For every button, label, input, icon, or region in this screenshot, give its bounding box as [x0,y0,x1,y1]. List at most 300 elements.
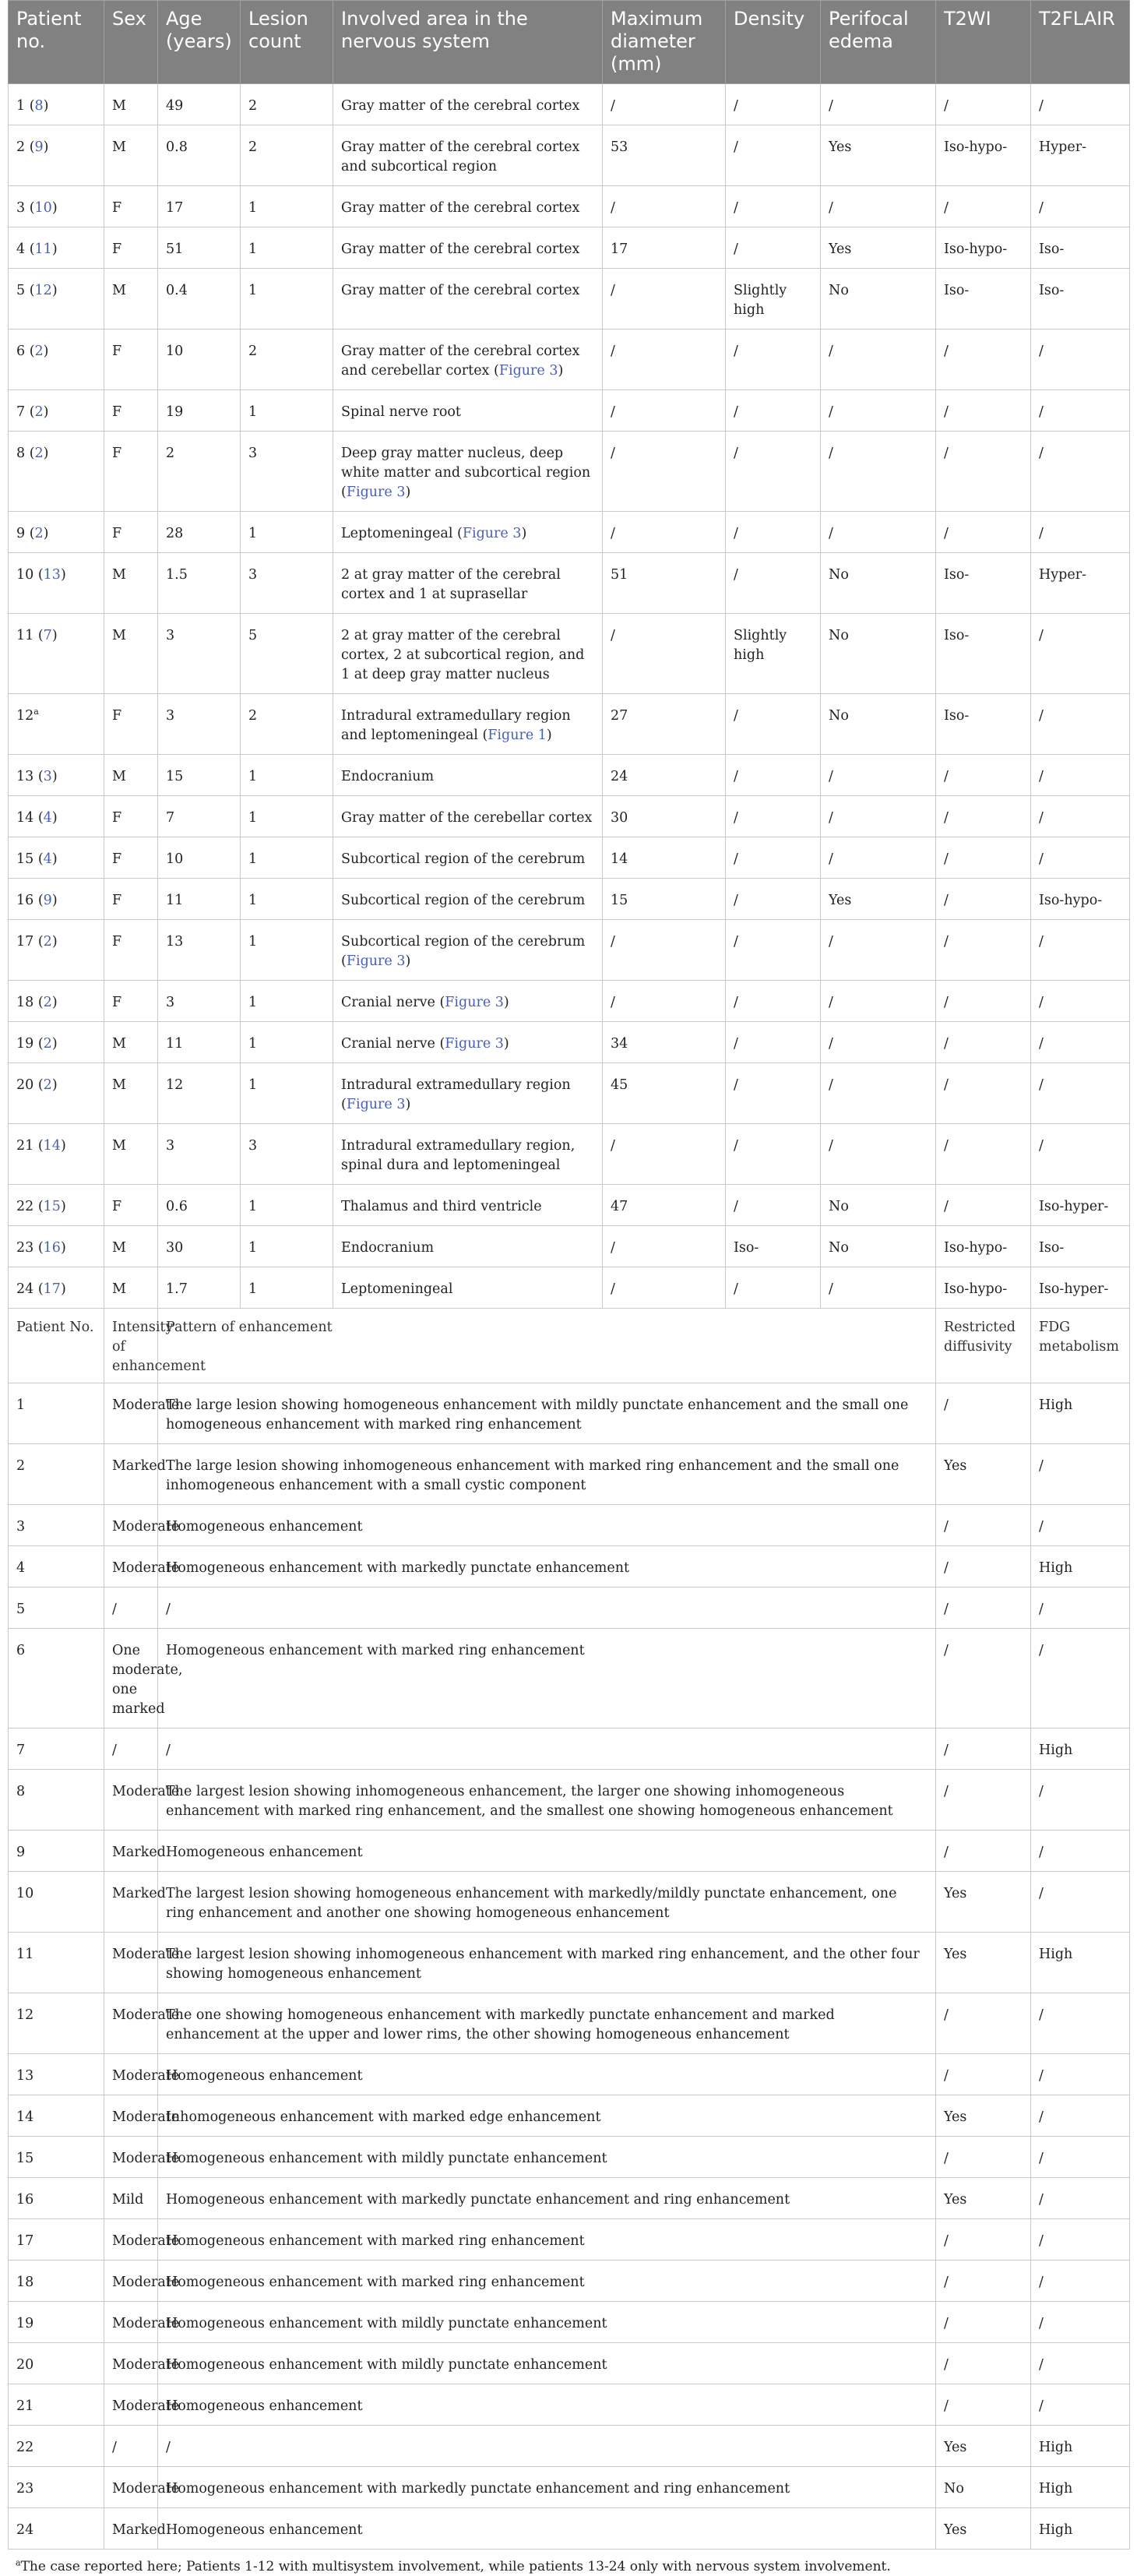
age-value: 0.8 [166,139,188,155]
patient-no-cell: 13 (3) [9,755,104,796]
area-value: Intradural extramedullary region [341,1077,571,1093]
t2wi-value: / [944,934,949,950]
density-cell [726,1267,821,1309]
age-value: 12 [166,1077,184,1093]
sex-value: M [112,1036,126,1052]
count-cell [241,329,333,390]
figure-link[interactable]: Figure 1 [488,728,547,743]
intensity-cell: Moderate [104,2384,158,2426]
intensity-cell: One moderate, one marked [104,1629,158,1728]
table-row [9,553,1130,614]
diam-cell [603,329,726,390]
edema-cell [821,329,936,390]
t2wi-cell [936,920,1031,981]
diam-value: 30 [611,810,628,826]
column-header: Patient no. [9,1,104,84]
age-cell [158,186,241,227]
flair-value: / [1039,200,1044,216]
sex-value: F [112,344,122,359]
intensity-cell: Moderate [104,2343,158,2384]
area-cell: Subcortical region of the cerebrum (Figure 3) [333,920,603,981]
density-cell [726,1185,821,1226]
count-value: 1 [248,893,258,908]
t2wi-cell [936,1063,1031,1124]
restricted-cell: / [936,2137,1031,2178]
column-header: Age (years) [158,1,241,84]
edema-cell [821,186,936,227]
fdg-cell: High [1031,2467,1130,2508]
reference-link[interactable]: 9 [43,893,52,908]
column-header: Sex [104,1,158,84]
age-cell [158,1226,241,1267]
area-cell [333,390,603,432]
reference-link[interactable]: 2 [34,344,44,359]
area-value: Gray matter of the cerebral cortex [341,283,580,298]
reference-link[interactable]: 2 [43,995,52,1010]
age-value: 10 [166,344,184,359]
flair-value: Iso-hyper- [1039,1199,1109,1214]
flair-value: / [1039,526,1044,541]
restricted-cell: / [936,2261,1031,2302]
pattern-cell: The large lesion showing homogeneous enhancement with mildly punctate enhancement and the small one homogeneous enhancement with marked ring enhancement [158,1383,936,1444]
diam-value: / [611,404,615,420]
t2wi-cell [936,186,1031,227]
intensity-cell: / [104,1728,158,1770]
reference-link[interactable]: 4 [43,851,52,867]
area-cell: Deep gray matter nucleus, deep white matter and subcortical region (Figure 3) [333,432,603,512]
area-value: Gray matter of the cerebral cortex [341,200,580,216]
table-row [9,2054,1130,2095]
table-row [9,1728,1130,1770]
footnote-text: The case reported here; Patients 1-12 with multisystem involvement, while patients 13-24 only with nervous system involvement. [20,2559,891,2574]
age-value: 51 [166,241,184,257]
no-cell: 1 [9,1383,104,1444]
count-value: 2 [248,344,258,359]
sex-cell [104,981,158,1022]
density-cell [726,1063,821,1124]
edema-value: Yes [829,139,852,155]
area-cell [333,879,603,920]
no-cell: 24 [9,2508,104,2550]
patient-no-cell: 21 (14) [9,1124,104,1185]
table-row [9,2508,1130,2550]
flair-cell [1031,553,1130,614]
density-value: / [734,893,738,908]
count-cell [241,553,333,614]
table-row [9,2261,1130,2302]
pattern-cell: Homogeneous enhancement with mildly punctate enhancement [158,2137,936,2178]
sex-value: M [112,769,126,784]
count-cell [241,512,333,553]
pattern-cell: Homogeneous enhancement with mildly punctate enhancement [158,2343,936,2384]
table-row [9,981,1130,1022]
edema-value: / [829,1138,833,1154]
edema-value: Yes [829,893,852,908]
diam-value: / [611,1281,615,1297]
flair-value: / [1039,769,1044,784]
density-value: / [734,200,738,216]
fdg-cell: High [1031,1728,1130,1770]
reference-link[interactable]: 13 [43,567,61,583]
figure-link[interactable]: Figure 3 [346,953,406,969]
count-cell [241,1124,333,1185]
flair-cell [1031,796,1130,837]
diam-cell [603,186,726,227]
patient-no: 13 [16,769,34,784]
area-value: Endocranium [341,769,435,784]
patient-no-cell: 4 (11) [9,227,104,269]
restricted-cell: Yes [936,2508,1031,2550]
restricted-cell: / [936,1831,1031,1872]
area-cell [333,125,603,186]
area-value: Deep gray matter nucleus, deep white matter and subcortical region [341,446,591,481]
reference-link[interactable]: 2 [34,526,44,541]
count-value: 1 [248,1077,258,1093]
age-cell [158,84,241,125]
fdg-cell: / [1031,2302,1130,2343]
area-value: Gray matter of the cerebellar cortex [341,810,593,826]
flair-cell [1031,269,1130,329]
table-row [9,1831,1130,1872]
edema-value: / [829,526,833,541]
patient-no: 16 [16,893,34,908]
area-value: 2 at gray matter of the cerebral cortex, 2 at subcortical region, and 1 at deep gray matter nucleus [341,628,585,682]
reference-link[interactable]: 2 [43,934,52,950]
fdg-cell: / [1031,1505,1130,1546]
sex-cell [104,1063,158,1124]
diam-cell [603,1022,726,1063]
patient-no-cell: 16 (9) [9,879,104,920]
reference-link[interactable]: 10 [34,200,52,216]
table-row [9,1444,1130,1505]
table-row [9,1124,1130,1185]
edema-cell [821,553,936,614]
subtable-column-header: Pattern of enhancement [158,1309,936,1383]
flair-cell [1031,227,1130,269]
diam-cell [603,1267,726,1309]
diam-cell [603,432,726,512]
flair-value: / [1039,934,1044,950]
sex-cell [104,125,158,186]
reference-link[interactable]: 3 [43,769,52,784]
sex-value: F [112,404,122,420]
intensity-cell: Marked [104,2508,158,2550]
flair-value: / [1039,810,1044,826]
t2wi-value: Iso- [944,708,970,724]
table-row [9,1933,1130,1993]
edema-cell [821,1267,936,1309]
count-value: 1 [248,404,258,420]
intensity-cell: Moderate [104,1546,158,1588]
patient-no-cell: 10 (13) [9,553,104,614]
table-row [9,512,1130,553]
figure-link[interactable]: Figure 3 [498,363,558,379]
t2wi-cell [936,512,1031,553]
edema-cell [821,84,936,125]
flair-cell [1031,1185,1130,1226]
fdg-cell: / [1031,1588,1130,1629]
reference-link[interactable]: 16 [43,1240,61,1256]
reference-link[interactable]: 9 [34,139,44,155]
intensity-cell: Moderate [104,2467,158,2508]
count-value: 5 [248,628,258,643]
patient-no: 22 [16,1199,34,1214]
area-cell: Cranial nerve (Figure 3) [333,981,603,1022]
t2wi-cell [936,390,1031,432]
reference-link[interactable]: 2 [43,1077,52,1093]
t2wi-value: Iso-hypo- [944,139,1008,155]
diam-cell [603,694,726,755]
no-cell: 6 [9,1629,104,1728]
density-cell [726,796,821,837]
edema-value: / [829,851,833,867]
age-cell [158,694,241,755]
count-cell [241,1022,333,1063]
density-value: / [734,98,738,114]
figure-link[interactable]: Figure 3 [346,1097,406,1112]
t2wi-value: / [944,98,949,114]
area-cell [333,269,603,329]
reference-link[interactable]: 7 [43,628,52,643]
area-cell [333,186,603,227]
count-cell [241,125,333,186]
t2wi-cell [936,1185,1031,1226]
diam-cell [603,227,726,269]
flair-value: / [1039,344,1044,359]
reference-link[interactable]: 2 [43,1036,52,1052]
intensity-cell: Moderate [104,2095,158,2137]
age-cell [158,512,241,553]
age-value: 11 [166,893,184,908]
reference-link[interactable]: 12 [34,283,52,298]
density-cell [726,1124,821,1185]
patient-no-cell [9,694,104,755]
density-value: / [734,139,738,155]
reference-link[interactable]: 15 [43,1199,61,1214]
area-value: Subcortical region of the cerebrum [341,851,586,867]
patient-no-cell: 17 (2) [9,920,104,981]
t2wi-value: / [944,1036,949,1052]
edema-value: / [829,344,833,359]
sex-value: F [112,708,122,724]
restricted-cell: / [936,2054,1031,2095]
edema-cell [821,227,936,269]
no-cell: 12 [9,1993,104,2054]
t2wi-value: / [944,1138,949,1154]
restricted-cell: Yes [936,1444,1031,1505]
age-value: 19 [166,404,184,420]
patient-no: 23 [16,1240,34,1256]
patient-no: 18 [16,995,34,1010]
diam-value: / [611,200,615,216]
table-row [9,2178,1130,2219]
t2wi-cell [936,1226,1031,1267]
restricted-cell: No [936,2467,1031,2508]
sex-value: M [112,1281,126,1297]
diam-value: 17 [611,241,628,257]
patient-no-cell: 6 (2) [9,329,104,390]
age-cell [158,981,241,1022]
density-value: / [734,1199,738,1214]
area-value: Gray matter of the cerebral cortex and subcortical region [341,139,580,174]
sex-value: F [112,446,122,461]
reference-link[interactable]: 4 [43,810,52,826]
flair-cell [1031,432,1130,512]
area-cell [333,1185,603,1226]
age-cell [158,1063,241,1124]
age-value: 17 [166,200,184,216]
age-value: 3 [166,708,175,724]
pattern-cell: Homogeneous enhancement [158,2054,936,2095]
restricted-cell: / [936,2384,1031,2426]
reference-link[interactable]: 11 [34,241,52,257]
sex-cell [104,1022,158,1063]
t2wi-value: / [944,769,949,784]
density-value: / [734,567,738,583]
density-value: / [734,851,738,867]
fdg-cell: / [1031,2384,1130,2426]
no-cell: 5 [9,1588,104,1629]
patient-no: 10 [16,567,34,583]
patient-no-cell: 11 (7) [9,614,104,694]
sex-cell [104,553,158,614]
pattern-cell: Homogeneous enhancement with markedly punctate enhancement and ring enhancement [158,2467,936,2508]
t2wi-cell [936,269,1031,329]
patient-no: 20 [16,1077,34,1093]
sex-cell [104,755,158,796]
sex-value: M [112,283,126,298]
footnote-marker: a [16,2557,21,2568]
t2wi-value: / [944,404,949,420]
sex-cell [104,1226,158,1267]
flair-cell [1031,186,1130,227]
t2wi-cell [936,1267,1031,1309]
patient-no: 24 [16,1281,34,1297]
pattern-cell: / [158,2426,936,2467]
t2wi-cell [936,614,1031,694]
restricted-cell: / [936,1629,1031,1728]
figure-link[interactable]: Figure 3 [445,1036,504,1052]
table-row [9,694,1130,755]
age-value: 0.4 [166,283,188,298]
density-value: / [734,810,738,826]
count-value: 3 [248,446,258,461]
edema-value: No [829,1240,849,1256]
age-value: 13 [166,934,184,950]
flair-cell [1031,329,1130,390]
count-cell [241,1185,333,1226]
reference-link[interactable]: 2 [34,404,44,420]
sex-cell [104,227,158,269]
count-value: 1 [248,810,258,826]
reference-link[interactable]: 2 [34,446,44,461]
column-header: Density [726,1,821,84]
count-cell [241,269,333,329]
area-cell [333,1124,603,1185]
density-cell [726,390,821,432]
area-value: Gray matter of the cerebral cortex and cerebellar cortex [341,344,580,379]
figure-link[interactable]: Figure 3 [462,526,522,541]
table-row [9,2095,1130,2137]
diam-cell [603,1185,726,1226]
reference-link[interactable]: 17 [43,1281,61,1297]
count-value: 3 [248,567,258,583]
no-cell: 14 [9,2095,104,2137]
no-cell: 19 [9,2302,104,2343]
patient-no-cell: 19 (2) [9,1022,104,1063]
diam-value: / [611,1138,615,1154]
restricted-cell: / [936,1505,1031,1546]
area-value: Subcortical region of the cerebrum [341,934,586,950]
reference-link[interactable]: 8 [34,98,44,114]
sex-cell [104,329,158,390]
table-row [9,2467,1130,2508]
area-value: 2 at gray matter of the cerebral cortex and 1 at suprasellar [341,567,561,602]
restricted-cell: Yes [936,2095,1031,2137]
age-cell [158,879,241,920]
count-cell [241,1267,333,1309]
reference-link[interactable]: 14 [43,1138,61,1154]
patient-no-cell: 7 (2) [9,390,104,432]
no-cell: 15 [9,2137,104,2178]
density-value: Slightly high [734,283,787,318]
area-value: Cranial nerve [341,995,435,1010]
pattern-cell: Homogeneous enhancement [158,1505,936,1546]
t2wi-value: / [944,810,949,826]
age-cell [158,432,241,512]
edema-value: / [829,1077,833,1093]
count-value: 1 [248,283,258,298]
no-cell: 7 [9,1728,104,1770]
pattern-cell: The largest lesion showing homogeneous enhancement with markedly/mildly punctate enhancement, one ring enhancement and another one showing homogeneous enhancement [158,1872,936,1933]
figure-link[interactable]: Figure 3 [346,485,406,500]
diam-cell [603,981,726,1022]
sex-cell [104,1267,158,1309]
count-cell [241,227,333,269]
patient-no-cell: 14 (4) [9,796,104,837]
fdg-cell: High [1031,2508,1130,2550]
pattern-cell: Homogeneous enhancement with markedly punctate enhancement and ring enhancement [158,2178,936,2219]
area-value: Intradural extramedullary region, spinal dura and leptomeningeal [341,1138,576,1173]
restricted-cell: / [936,1383,1031,1444]
t2wi-value: / [944,893,949,908]
diam-cell [603,755,726,796]
restricted-cell: / [936,2343,1031,2384]
flair-value: Hyper- [1039,567,1086,583]
pattern-cell: The largest lesion showing inhomogeneous enhancement with marked ring enhancement, and the other four showing homogeneous enhancement [158,1933,936,1993]
density-cell [726,837,821,879]
area-cell: Intradural extramedullary region (Figure 3) [333,1063,603,1124]
figure-link[interactable]: Figure 3 [445,995,504,1010]
density-value: / [734,708,738,724]
t2wi-cell [936,329,1031,390]
table-row [9,2219,1130,2261]
pattern-cell: Homogeneous enhancement [158,2508,936,2550]
flair-cell [1031,879,1130,920]
table-row [9,1770,1130,1831]
table-row [9,390,1130,432]
area-cell [333,84,603,125]
t2wi-cell [936,84,1031,125]
table-row [9,1993,1130,2054]
table-footnote [8,2550,1129,2576]
flair-value: Iso-hyper- [1039,1281,1109,1297]
flair-cell [1031,125,1130,186]
pattern-cell: / [158,1588,936,1629]
density-cell [726,125,821,186]
edema-value: / [829,200,833,216]
subtable-header-row [9,1309,1130,1383]
